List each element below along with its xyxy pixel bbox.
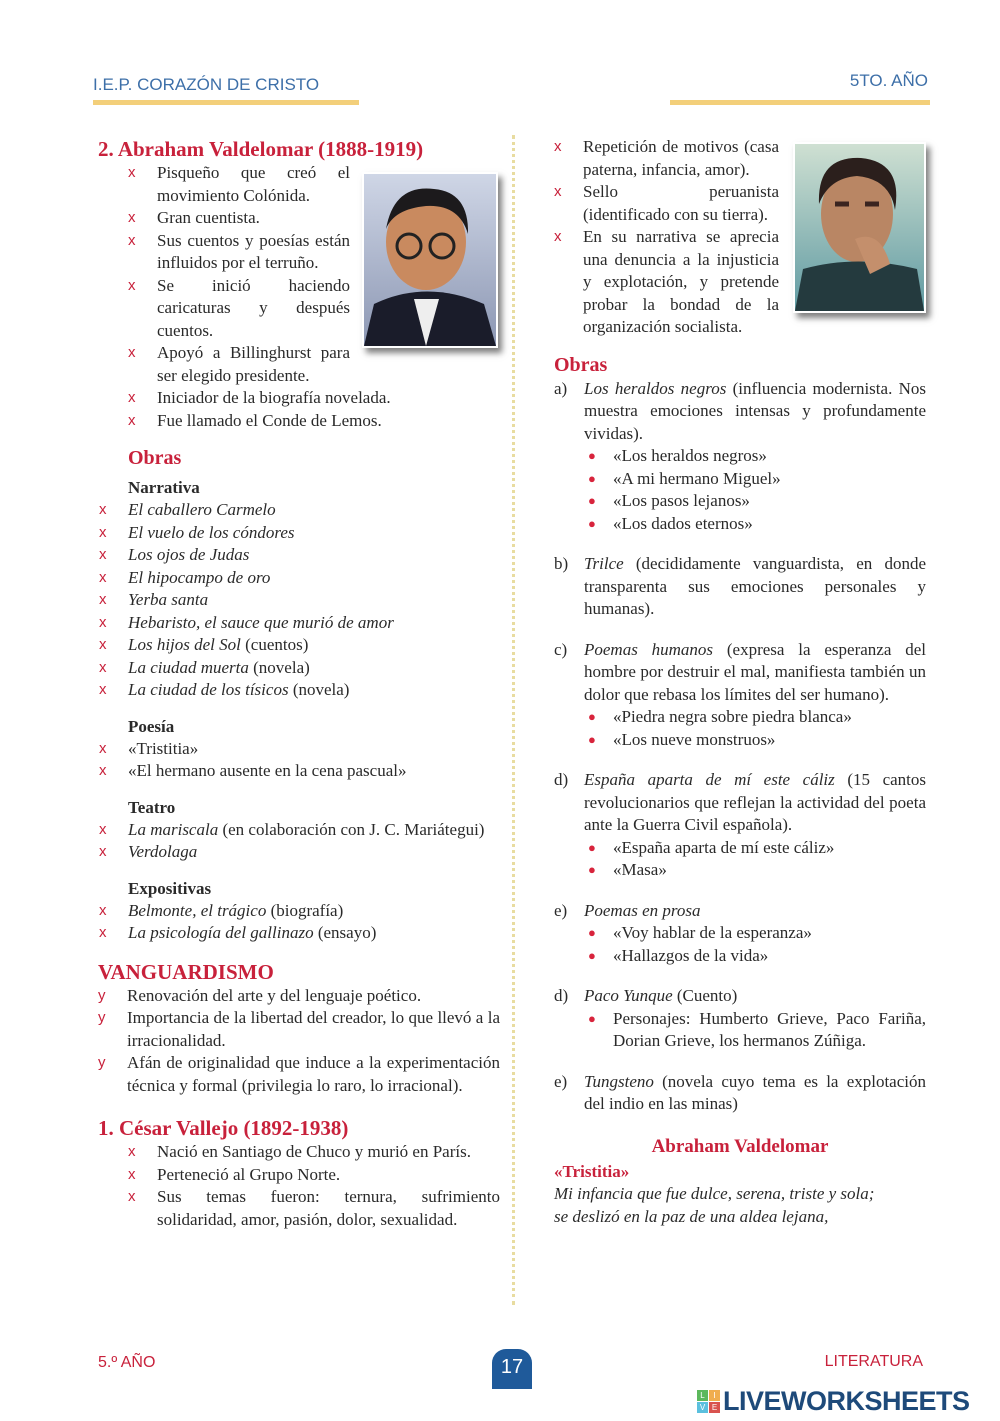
obra-item — [554, 769, 926, 882]
vallejo-obras-heading: Obras — [554, 353, 608, 376]
work-title: Verdolaga — [128, 842, 198, 861]
bullet-icon: ● — [588, 448, 596, 463]
bullet-icon: ● — [588, 470, 596, 486]
item-text: Sus cuentos y poesías están influidos por el terruño. — [157, 230, 350, 272]
bullet-icon: x — [99, 762, 107, 779]
obra-letter: d) — [554, 770, 569, 789]
work-title: Tungsteno — [584, 1071, 654, 1091]
item-text: «Hallazgos de la vida» — [613, 945, 769, 965]
item-text: Pisqueño que creó el movimiento Colónida. — [157, 163, 350, 205]
item-text: Personajes: Humberto Grieve, Paco Fariña, Dorian Grieve, los hermanos Zúñiga. — [613, 1008, 926, 1050]
item-text: «Los nueve monstruos» — [613, 729, 776, 749]
work-note: (biografía) — [266, 900, 344, 920]
footer-grade: 5.º AÑO — [98, 1354, 156, 1371]
poem-body — [554, 1183, 926, 1228]
item-text: Afán de originalidad que induce a la experimentación técnica y formal (privilegia lo raro, lo irracional). — [127, 1053, 500, 1095]
obra-letter: c) — [554, 639, 568, 659]
list-item — [128, 410, 500, 433]
item-text: Se inició haciendo caricaturas y después cuentos. — [157, 275, 350, 340]
vanguardismo-list — [98, 985, 500, 1098]
bullet-icon: ● — [588, 709, 596, 724]
list-item — [98, 1007, 500, 1052]
logo-badge-icon: L I V E — [697, 1390, 720, 1413]
obra-letter: d) — [554, 986, 569, 1005]
header-rule-left — [93, 100, 359, 105]
list-item — [128, 1164, 500, 1187]
right-column — [554, 136, 926, 1228]
bullet-icon: x — [99, 546, 107, 563]
list-item — [128, 387, 500, 410]
work-title: La ciudad de los tísicos — [128, 680, 289, 699]
work-title: La ciudad muerta — [128, 657, 249, 677]
obra-letter: e) — [554, 1071, 568, 1091]
vallejo-heading: 1. César Vallejo (1892-1938) — [98, 1116, 349, 1140]
list-item — [584, 945, 926, 968]
bullet-icon: x — [554, 183, 562, 200]
grade-label: 5TO. AÑO — [849, 71, 928, 90]
bullet-icon: x — [99, 843, 107, 860]
header-rule-right — [670, 100, 930, 105]
bullet-icon: x — [99, 636, 107, 653]
list-item — [99, 589, 500, 612]
work-title: La psicología del gallinazo — [128, 923, 314, 942]
bullet-icon: x — [554, 138, 562, 155]
item-text: Repetición de motivos (casa paterna, infancia, amor). — [583, 137, 779, 179]
vanguardismo-heading: VANGUARDISMO — [98, 959, 274, 984]
poem-author: Abraham Valdelomar — [651, 1135, 829, 1157]
bullet-icon: x — [128, 231, 136, 249]
bullet-icon: x — [99, 501, 107, 518]
poesia-heading: Poesía — [128, 716, 175, 736]
vallejo-obras-list — [554, 378, 926, 1116]
item-text: Nació en Santiago de Chuco y murió en París. — [157, 1142, 471, 1161]
item-text: Sello peruanista (identificado con su tierra). — [583, 182, 779, 224]
work-note: (en colaboración con J. C. Mariátegui) — [218, 819, 485, 839]
work-title: Los hijos del Sol — [128, 635, 241, 654]
list-item — [99, 760, 500, 783]
valdelomar-obras — [99, 432, 500, 945]
work-title: El caballero Carmelo — [128, 500, 276, 519]
work-note: (15 cantos revolucionarios que reflejan la actividad del poeta ante la Guerra Civil española). — [584, 770, 927, 834]
bullet-icon: ● — [588, 947, 596, 963]
list-item — [584, 859, 926, 882]
bullet-icon: ● — [588, 515, 596, 531]
item-text: «Masa» — [613, 860, 667, 879]
work-title: El vuelo de los cóndores — [128, 522, 295, 542]
list-item — [99, 841, 500, 864]
item-text: Perteneció al Grupo Norte. — [157, 1164, 341, 1184]
work-note: (novela) — [248, 657, 310, 677]
bullet-icon: ● — [588, 731, 596, 747]
poem-line: se deslizó en la paz de una aldea lejana, — [554, 1206, 829, 1226]
bullet-icon: ● — [588, 493, 596, 508]
list-item — [128, 342, 500, 387]
work-title: El hipocampo de oro — [128, 567, 271, 587]
bullet-icon: ● — [588, 1010, 596, 1026]
bullet-icon: x — [128, 164, 136, 181]
bullet-icon: x — [128, 1188, 136, 1205]
list-item — [98, 1052, 500, 1097]
list-item — [99, 634, 500, 657]
bullet-icon: y — [98, 986, 106, 1004]
school-name: I.E.P. CORAZÓN DE CRISTO — [93, 75, 320, 94]
list-item — [128, 1141, 500, 1164]
list-item — [98, 985, 500, 1008]
list-item — [584, 468, 926, 491]
bullet-icon: x — [128, 1165, 136, 1183]
work-title: España aparta de mí este cáliz — [584, 770, 835, 789]
bullet-icon: x — [99, 613, 107, 631]
list-item — [554, 181, 926, 226]
vallejo-facts-continued — [554, 136, 926, 339]
bullet-icon: x — [99, 568, 107, 586]
list-item — [99, 544, 500, 567]
valdelomar-facts — [128, 162, 500, 432]
work-title: Trilce — [584, 554, 624, 573]
valdelomar-heading: 2. Abraham Valdelomar (1888-1919) — [98, 137, 424, 161]
poesia-list — [99, 738, 500, 783]
teatro-heading: Teatro — [128, 797, 176, 817]
work-note: (novela cuyo tema es la explotación del indio en las minas) — [584, 1071, 926, 1113]
vallejo-facts — [128, 1141, 500, 1231]
bullet-icon: x — [99, 591, 107, 608]
narrativa-heading: Narrativa — [128, 478, 200, 497]
obra-letter: b) — [554, 554, 569, 573]
bullet-icon: y — [98, 1054, 106, 1071]
bullet-icon: ● — [588, 925, 596, 940]
bullet-icon: y — [98, 1009, 106, 1026]
bullet-icon: x — [99, 924, 107, 941]
expositivas-list — [99, 900, 500, 945]
list-item — [584, 1008, 926, 1053]
list-item — [128, 207, 500, 230]
bullet-icon: ● — [588, 839, 596, 855]
work-title: Paco Yunque — [584, 986, 673, 1005]
list-item — [584, 490, 926, 513]
item-text: En su narrativa se aprecia una denuncia a la injusticia y explotación, y pretende probar la bondad de la organización socialista. — [583, 227, 779, 336]
list-item — [99, 679, 500, 702]
list-item — [128, 162, 500, 207]
list-item — [584, 837, 926, 860]
list-item — [584, 445, 926, 468]
liveworksheets-logo: L I V E LIVEWORKSHEETS — [697, 1386, 970, 1417]
item-text: «Los heraldos negros» — [613, 446, 767, 465]
obra-letter: e) — [554, 900, 568, 920]
list-item — [584, 729, 926, 752]
item-text: Renovación del arte y del lenguaje poético. — [127, 985, 422, 1005]
bullet-icon: x — [554, 228, 562, 245]
list-item — [99, 499, 500, 522]
work-title: Yerba santa — [128, 590, 209, 609]
list-item — [99, 738, 500, 761]
list-item — [554, 226, 926, 339]
footer-subject: LITERATURA — [824, 1353, 923, 1370]
bullet-icon: x — [99, 901, 107, 919]
list-item — [554, 136, 926, 181]
work-note: (expresa la esperanza del hombre por destruir el mal, manifiesta también un dolor que rebasa los límites del ser humano). — [584, 639, 926, 704]
work-title: Los ojos de Judas — [128, 545, 250, 564]
item-text: Importancia de la libertad del creador, lo que llevó a la irracionalidad. — [127, 1008, 500, 1050]
list-item — [128, 275, 500, 343]
bullet-icon: x — [99, 739, 107, 757]
item-text: «Los dados eternos» — [613, 513, 753, 533]
work-note: (novela) — [288, 680, 350, 699]
item-text: Iniciador de la biografía novelada. — [157, 388, 391, 407]
item-text: Sus temas fueron: ternura, sufrimiento solidaridad, amor, pasión, dolor, sexualidad. — [157, 1187, 500, 1229]
poem-list — [584, 445, 926, 535]
teatro-list — [99, 819, 500, 864]
item-text: «Voy hablar de la esperanza» — [613, 923, 812, 942]
work-title: La mariscala — [128, 819, 219, 839]
obra-item — [554, 1071, 926, 1116]
list-item — [584, 922, 926, 945]
work-title: Poemas en prosa — [584, 900, 701, 920]
list-item — [99, 657, 500, 680]
bullet-icon: x — [99, 820, 107, 838]
poem-title: «Tristitia» — [554, 1161, 630, 1181]
bullet-icon: x — [128, 411, 136, 429]
poem-list — [584, 922, 926, 967]
work-title: Hebaristo, el sauce que murió de amor — [128, 612, 394, 632]
list-item — [99, 819, 500, 842]
poem-list — [584, 837, 926, 882]
work-title: Belmonte, el trágico — [128, 900, 267, 920]
item-text: Fue llamado el Conde de Lemos. — [157, 410, 382, 430]
work-note: (ensayo) — [313, 923, 377, 942]
column-divider — [512, 135, 515, 1305]
bullet-icon: x — [99, 523, 107, 541]
list-item — [99, 900, 500, 923]
poem-line: Mi infancia que fue dulce, serena, triste y sola; — [554, 1184, 875, 1203]
obras-heading: Obras — [128, 447, 182, 469]
work-note: (Cuento) — [672, 986, 738, 1005]
bullet-icon: x — [99, 658, 107, 676]
work-title: Poemas humanos — [584, 639, 714, 659]
obra-item — [554, 639, 926, 752]
obra-item — [554, 378, 926, 536]
list-item — [99, 612, 500, 635]
bullet-icon: x — [128, 344, 136, 361]
bullet-icon: x — [128, 1143, 136, 1160]
obra-item — [554, 985, 926, 1053]
poem-list — [584, 706, 926, 751]
item-text: «Piedra negra sobre piedra blanca» — [613, 707, 852, 726]
narrativa-list — [99, 499, 500, 702]
work-note: (decididamente vanguardista, en donde transparenta sus emociones personales y humanas). — [584, 554, 926, 618]
list-item — [128, 230, 500, 275]
work-note: (influencia modernista. Nos muestra emociones intensas y profundamente vividas). — [584, 378, 927, 443]
left-column — [98, 136, 500, 1231]
bullet-icon: x — [128, 389, 136, 406]
item-text: «España aparta de mí este cáliz» — [613, 837, 835, 857]
expositivas-heading: Expositivas — [128, 878, 212, 898]
work-note: (cuentos) — [240, 635, 309, 654]
item-text: «Tristitia» — [128, 738, 199, 758]
list-item — [99, 567, 500, 590]
page-number: 17 — [492, 1349, 532, 1389]
item-text: «El hermano ausente en la cena pascual» — [128, 761, 407, 780]
list-item — [584, 513, 926, 536]
list-item — [584, 706, 926, 729]
item-text: «A mi hermano Miguel» — [613, 468, 781, 488]
obra-letter: a) — [554, 378, 568, 398]
bullet-icon: x — [128, 209, 136, 226]
work-title: Los heraldos negros — [584, 378, 727, 398]
obra-item — [554, 900, 926, 968]
item-text: «Los pasos lejanos» — [613, 491, 750, 510]
item-text: Apoyó a Billinghurst para ser elegido presidente. — [157, 343, 350, 385]
list-item — [128, 1186, 500, 1231]
item-text: Gran cuentista. — [157, 208, 260, 227]
bullet-icon: x — [128, 276, 136, 294]
list-item — [99, 922, 500, 945]
bullet-icon: x — [99, 681, 107, 698]
list-item — [99, 522, 500, 545]
poem-list — [584, 1008, 926, 1053]
obra-item — [554, 553, 926, 621]
bullet-icon: ● — [588, 862, 596, 877]
